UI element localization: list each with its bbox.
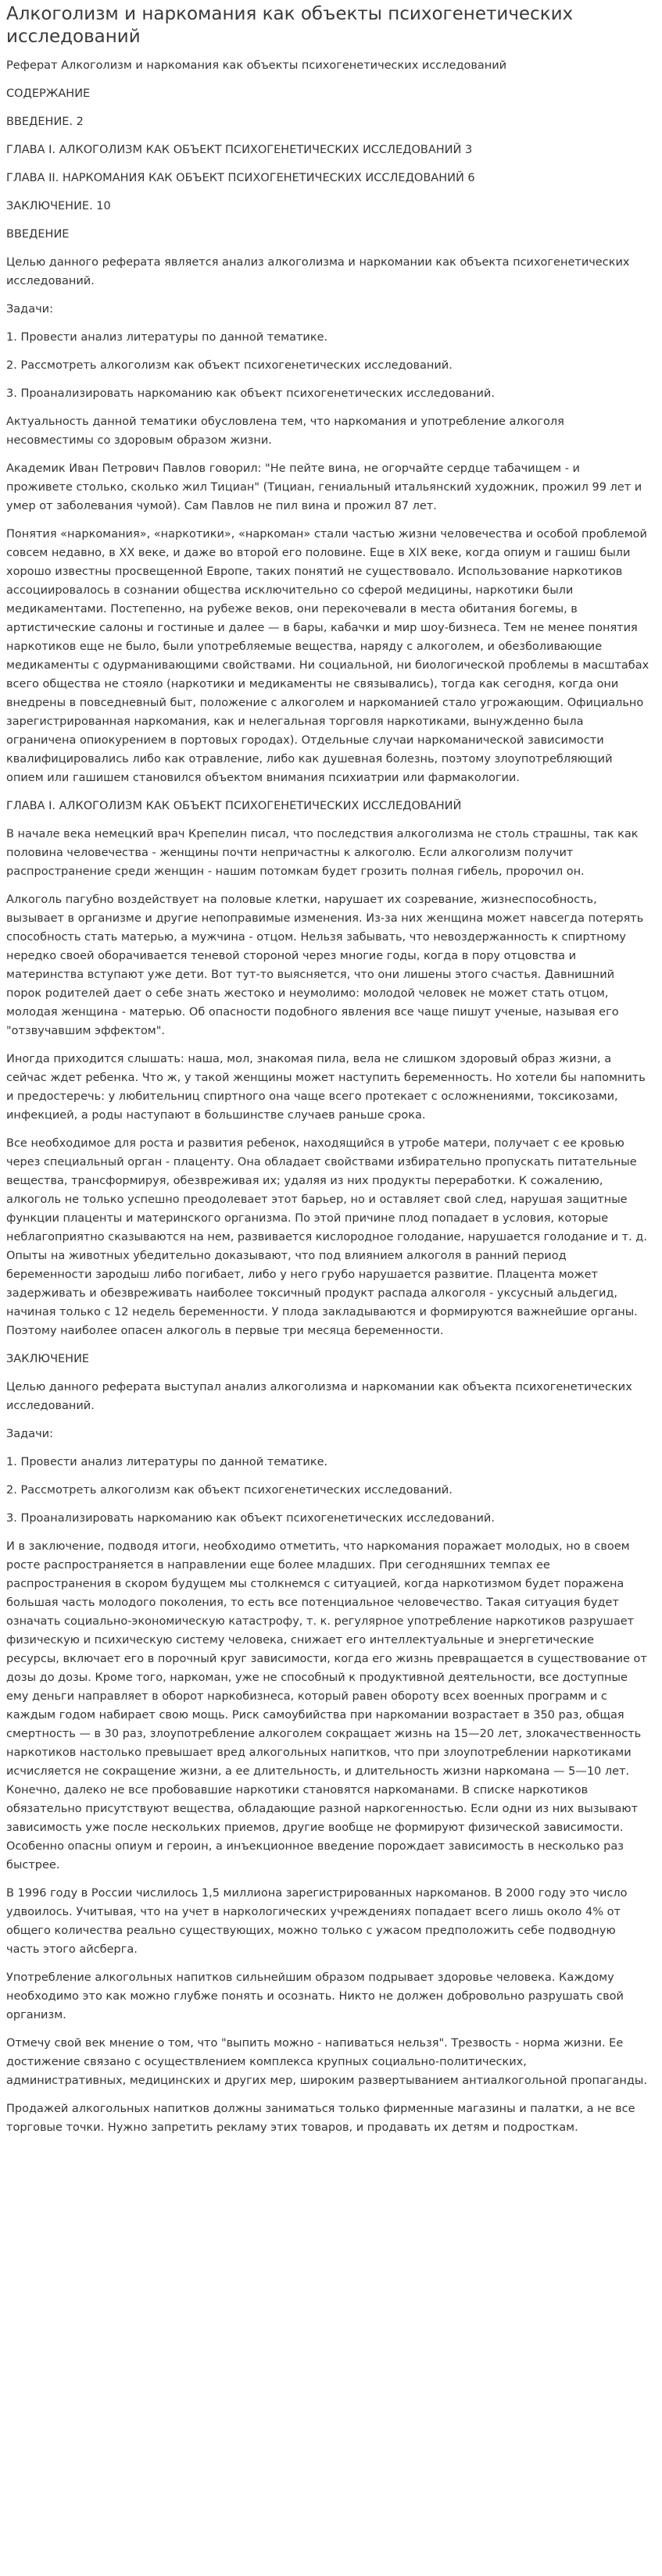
paragraph: Иногда приходится слышать: наша, мол, знакомая пила, вела не слишком здоровый образ жизни, а сейчас ждет ребенка. Что ж, у такой женщины может наступить беременность. Но хотели бы напомнить и предостеречь: у любительниц спиртного она чаще всего протекает с осложнениями, токсикозами, инфекцией, а роды наступают в большинстве случаев раньше срока.	[6, 1053, 646, 1122]
paragraph: Актуальность данной тематики обусловлена тем, что наркомания и употребление алкоголя несовместимы со здоровым образом жизни.	[6, 416, 564, 447]
page-title: Алкоголизм и наркомания как объекты психогенетических исследований	[6, 4, 574, 47]
task-item: 2. Рассмотреть алкоголизм как объект психогенетических исследований.	[6, 359, 453, 372]
paragraph: Продажей алкогольных напитков должны заниматься только фирменные магазины и палатки, а не все торговые точки. Нужно запретить рекламу этих товаров, и продавать их детям и подросткам.	[6, 2103, 635, 2134]
task-item: 1. Провести анализ литературы по данной тематике.	[6, 1456, 328, 1468]
tasks-label: Задачи:	[6, 1428, 53, 1440]
paragraph: Целью данного реферата является анализ алкоголизма и наркомании как объекта психогенетических исследований.	[6, 256, 630, 287]
toc-item: ЗАКЛЮЧЕНИЕ. 10	[6, 200, 111, 212]
paragraph: В 1996 году в России числилось 1,5 миллиона зарегистрированных наркоманов. В 2000 году это число удвоилось. Учитывая, что на учет в наркологических учреждениях попадает всего лишь около 4% от общего количества реально существующих, можно только с ужасом предположить себе подводную часть этого айсберга.	[6, 1887, 628, 1956]
paragraph: Академик Иван Петрович Павлов говорил: "Не пейте вина, не огорчайте сердце табачищем - и проживете столько, сколько жил Тициан" (Тициан, гениальный итальянский художник, прожил 99 лет и умер от заболевания чумой). Сам Павлов не пил вина и прожил 87 лет.	[6, 462, 642, 512]
task-item: 1. Провести анализ литературы по данной тематике.	[6, 331, 328, 344]
paragraph: В начале века немецкий врач Крепелин писал, что последствия алкоголизма не столь страшны, так как половина человечества - женщины почти непричастны к алкоголю. Если алкоголизм получит распространение среди женщин - нашим потомкам будет грозить полная гибель, пророчил он.	[6, 828, 639, 878]
tasks-label: Задачи:	[6, 303, 53, 316]
paragraph: Алкоголь пагубно воздействует на половые клетки, нарушает их созревание, жизнеспособность, вызывает в организме и другие непоправимые изменения. Из-за них женщина может навсегда потерять способность стать матерью, а мужчина - отцом. Нельзя забывать, что невоздержанность к спиртному нередко своей оборачивается теневой стороной через многие годы, когда в пору отцовства и материнства вступают уже дети. Вот тут-то выясняется, что они лишены этого счастья. Давнишний порок родителей дает о себе знать жестоко и неумолимо: молодой человек не может стать отцом, молодая женщина - матерью. Об опасности подобного явления все чаще пишут ученые, называя его "отзвучавшим эффектом".	[6, 894, 644, 1037]
abstract-line: Реферат Алкоголизм и наркомания как объекты психогенетических исследований	[6, 59, 507, 72]
section-heading: ЗАКЛЮЧЕНИЕ	[6, 1353, 90, 1365]
paragraph: Понятия «наркомания», «наркотики», «наркоман» стали частью жизни человечества и особой проблемой совсем недавно, в XX веке, и даже во второй его половине. Еще в XIX веке, когда опиум и гашиш были хорошо известны просвещенной Европе, таких понятий не существовало. Использование наркотиков ассоциировалось в сознании общества исключительно со сферой медицины, наркотики были медикаментами. Постепенно, на рубеже веков, они перекочевали в места обитания богемы, в артистические салоны и гостиные и далее — в бары, кабачки и мир шоу-бизнеса. Тем не менее понятия наркотиков еще не было, были употребляемые вещества, наряду с алкоголем, и обезболивающие медикаменты с одурманивающими свойствами. Ни социальной, ни биологической проблемы в масштабах всего общества не стояло (наркотики и медикаменты не связывались), тогда как сегодня, когда они внедрены в повседневный быт, положение с алкоголем и наркоманией стало угрожающим. Официально зарегистрированная наркомания, как и нелегальная торговля наркотиками, вынужденно была ограничена опиокурением в портовых городах). Отдельные случаи наркоманической зависимости квалифицировались либо как отравление, либо как душевная болезнь, поэтому злоупотребляющий опием или гашишем становился объектом внимания психиатрии или фармакологии.	[6, 528, 649, 784]
task-item: 3. Проанализировать наркоманию как объект психогенетических исследований.	[6, 387, 495, 400]
paragraph: И в заключение, подводя итоги, необходимо отметить, что наркомания поражает молодых, но в своем росте распространяется в направлении еще более младших. При сегодняшних темпах ее распространения в скором будущем мы столкнемся с ситуацией, когда наркотизмом будет поражена большая часть молодого поколения, то есть все потенциальное человечество. Такая ситуация будет означать социально-экономическую катастрофу, т. к. регулярное употребление наркотиков разрушает физическую и психическую систему человека, снижает его интеллектуальные и энергетические ресурсы, включает его в порочный круг зависимости, когда его жизнь превращается в существование от дозы до дозы. Кроме того, наркоман, уже не способный к продуктивной деятельности, все доступные ему деньги направляет в оборот наркобизнеса, который равен обороту всех военных программ и с каждым годом набирает свою мощь. Риск самоубийства при наркомании возрастает в 350 раз, общая смертность — в 30 раз, злоупотребление алкоголем сокращает жизнь на 15—20 лет, злокачественность наркотиков настолько превышает вред алкогольных напитков, что при злоупотреблении наркотиками исчисляется не сокращение жизни, а ее длительность, и длительность жизни наркомана — 5—10 лет. Конечно, далеко не все пробовавшие наркотики становятся наркоманами. В списке наркотиков обязательно присутствуют вещества, обладающие разной наркогенностью. Если одни из них вызывают зависимость уже после нескольких приемов, другие вообще не формируют физической зависимости. Особенно опасны опиум и героин, а инъекционное введение порождает зависимость в несколько раз быстрее.	[6, 1540, 647, 1871]
section-heading: ВВЕДЕНИЕ	[6, 228, 70, 241]
article-body	[6, 56, 649, 2137]
paragraph: Отмечу свой век мнение о том, что "выпить можно - напиваться нельзя". Трезвость - норма жизни. Ее достижение связано с осуществлением комплекса крупных социально-политических, административных, медицинских и других мер, широким развертыванием антиалкогольной пропаганды.	[6, 2037, 647, 2087]
article	[0, 3, 662, 2137]
paragraph: Целью данного реферата выступал анализ алкоголизма и наркомании как объекта психогенетических исследований.	[6, 1381, 632, 1412]
paragraph: Все необходимое для роста и развития ребенок, находящийся в утробе матери, получает с ее кровью через специальный орган - плаценту. Она обладает свойствами избирательно пропускать питательные вещества, трансформируя, обезвреживая их; удаляя из них продукты переработки. К сожалению, алкоголь не только успешно преодолевает этот барьер, но и оставляет свой след, нарушая защитные функции плаценты и материнского организма. По этой причине плод попадает в условия, которые неблагоприятно сказываются на нем, развивается кислородное голодание, нарушается голодание и т. д. Опыты на животных убедительно доказывают, что под влиянием алкоголя в ранний период беременности зародыш либо погибает, либо у него грубо нарушается развитие. Плацента может задерживать и обезвреживать наиболее токсичный продукт распада алкоголя - уксусный альдегид, начиная только с 12 недель беременности. У плода закладываются и формируются важнейшие органы. Поэтому наиболее опасен алкоголь в первые три месяца беременности.	[6, 1137, 647, 1337]
toc-item: ГЛАВА I. АЛКОГОЛИЗМ КАК ОБЪЕКТ ПСИХОГЕНЕТИЧЕСКИХ ИССЛЕДОВАНИЙ 3	[6, 144, 473, 156]
task-item: 3. Проанализировать наркоманию как объект психогенетических исследований.	[6, 1512, 495, 1525]
task-item: 2. Рассмотреть алкоголизм как объект психогенетических исследований.	[6, 1484, 453, 1497]
paragraph: Употребление алкогольных напитков сильнейшим образом подрывает здоровье человека. Каждому необходимо это как можно глубже понять и осознать. Никто не должен добровольно разрушать свой организм.	[6, 1971, 624, 2021]
toc-item: ВВЕДЕНИЕ. 2	[6, 116, 84, 128]
toc-item: ГЛАВА II. НАРКОМАНИЯ КАК ОБЪЕКТ ПСИХОГЕНЕТИЧЕСКИХ ИССЛЕДОВАНИЙ 6	[6, 172, 475, 184]
section-heading: ГЛАВА I. АЛКОГОЛИЗМ КАК ОБЪЕКТ ПСИХОГЕНЕТИЧЕСКИХ ИССЛЕДОВАНИЙ	[6, 800, 462, 812]
toc-heading: СОДЕРЖАНИЕ	[6, 87, 91, 100]
